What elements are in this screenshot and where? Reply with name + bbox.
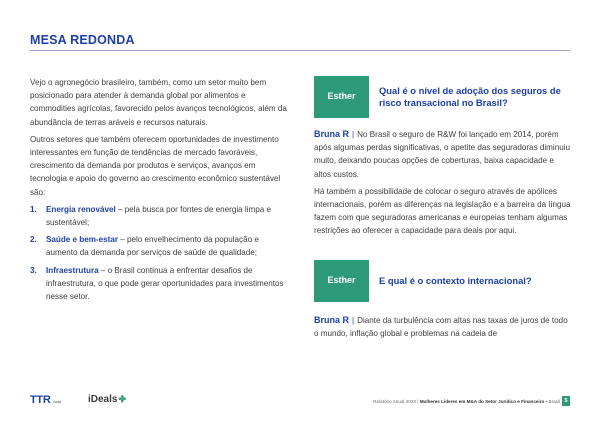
answer-text: Diante da turbulência com altas nas taxas de juros de todo o mundo, inflação global e problemas na cadeia de (314, 315, 568, 338)
speaker-separator: | (352, 315, 355, 325)
clover-icon: ✤ (118, 394, 127, 404)
answer-speaker: Bruna R (314, 314, 350, 325)
page-title: MESA REDONDA (30, 33, 135, 47)
answer-block-1 (314, 128, 572, 238)
ttr-logo-sub: data (53, 399, 62, 404)
footer-caption (373, 399, 560, 404)
list-item-title: Infraestrutura (46, 265, 99, 275)
list-item-text: – pelo envelhecimento da população e aumento da demanda por serviços de saúde de qualidade; (46, 235, 259, 258)
answer-paragraph (314, 314, 572, 340)
list-item-text: – o Brasil continua a enfrentar desafios de infraestrutura, o que pode gerar oportunidades para investimentos nesse setor. (46, 265, 284, 302)
list-item-text: – pela busca por fontes de energia limpa e sustentável; (46, 204, 271, 228)
list-number: 2. (30, 235, 37, 245)
list-item (30, 264, 292, 304)
answer-text: No Brasil o seguro de R&W foi lançado em 2014, porém após algumas perdas significativas, o apetite das seguradoras diminuiu muito, deixando poucas opções de coberturas, baixa capacidade e altos custos. (314, 130, 571, 179)
ttr-logo (30, 394, 61, 406)
list-item-title: Saúde e bem-estar (46, 235, 118, 245)
list-item (30, 233, 292, 259)
question-text: E qual é o contexto internacional? (379, 274, 532, 286)
left-paragraph-2: Outros setores que também oferecem oportunidades de investimento interessantes em função de tendências de mercado favoráveis, crescimento da demanda por produtos e serviços, avanços em tecnologia e apoio do governo ao crescimento econômico sustentável são: (30, 134, 281, 197)
list-number: 1. (30, 204, 37, 214)
footer-report-name: Mulheres Líderes em M&A do Setor Jurídico e Financeiro (419, 399, 545, 404)
left-paragraph-1: Vejo o agronegócio brasileiro, também, como um setor muito bem posicionado para atender à demanda global por alimentos e commodities agrícolas, favorecido pelos avanços tecnológicos, além da abundância de terras aráveis e recursos naturais. (30, 78, 287, 127)
ideals-logo (88, 394, 126, 405)
list-number: 3. (30, 265, 37, 275)
question-text: Qual é o nível de adoção dos seguros de risco transacional no Brasil? (379, 85, 561, 108)
ttr-logo-text: TTR (30, 394, 51, 406)
ideals-logo-text: iDeals (88, 394, 118, 405)
page-footer (0, 388, 600, 414)
right-column (314, 76, 572, 344)
footer-prefix: Relatório Anual 2023 | (373, 399, 420, 404)
answer-paragraph: Há também a possibilidade de colocar o seguro através de apólices internacionais, porém as diferenças na legislação e a barreira da língua fazem com que seguradoras americanas e europeias tenham algumas restrições ao oferecer a capacidade para deals por aqui. (314, 186, 571, 236)
title-divider (30, 50, 570, 51)
list-item-title: Energia renovável (46, 204, 116, 214)
speaker-badge: Esther (314, 76, 369, 118)
footer-suffix: • Brasil (544, 399, 560, 404)
answer-block-2 (314, 314, 572, 340)
question-block-2 (314, 260, 572, 302)
answer-paragraph (314, 128, 572, 181)
left-column (30, 76, 292, 307)
answer-speaker: Bruna R (314, 129, 350, 139)
speaker-badge: Esther (314, 260, 369, 302)
speaker-separator: | (352, 130, 355, 139)
page-number: 5 (562, 396, 570, 406)
question-block-1 (314, 76, 572, 118)
sector-list (30, 203, 292, 303)
list-item (30, 203, 292, 229)
